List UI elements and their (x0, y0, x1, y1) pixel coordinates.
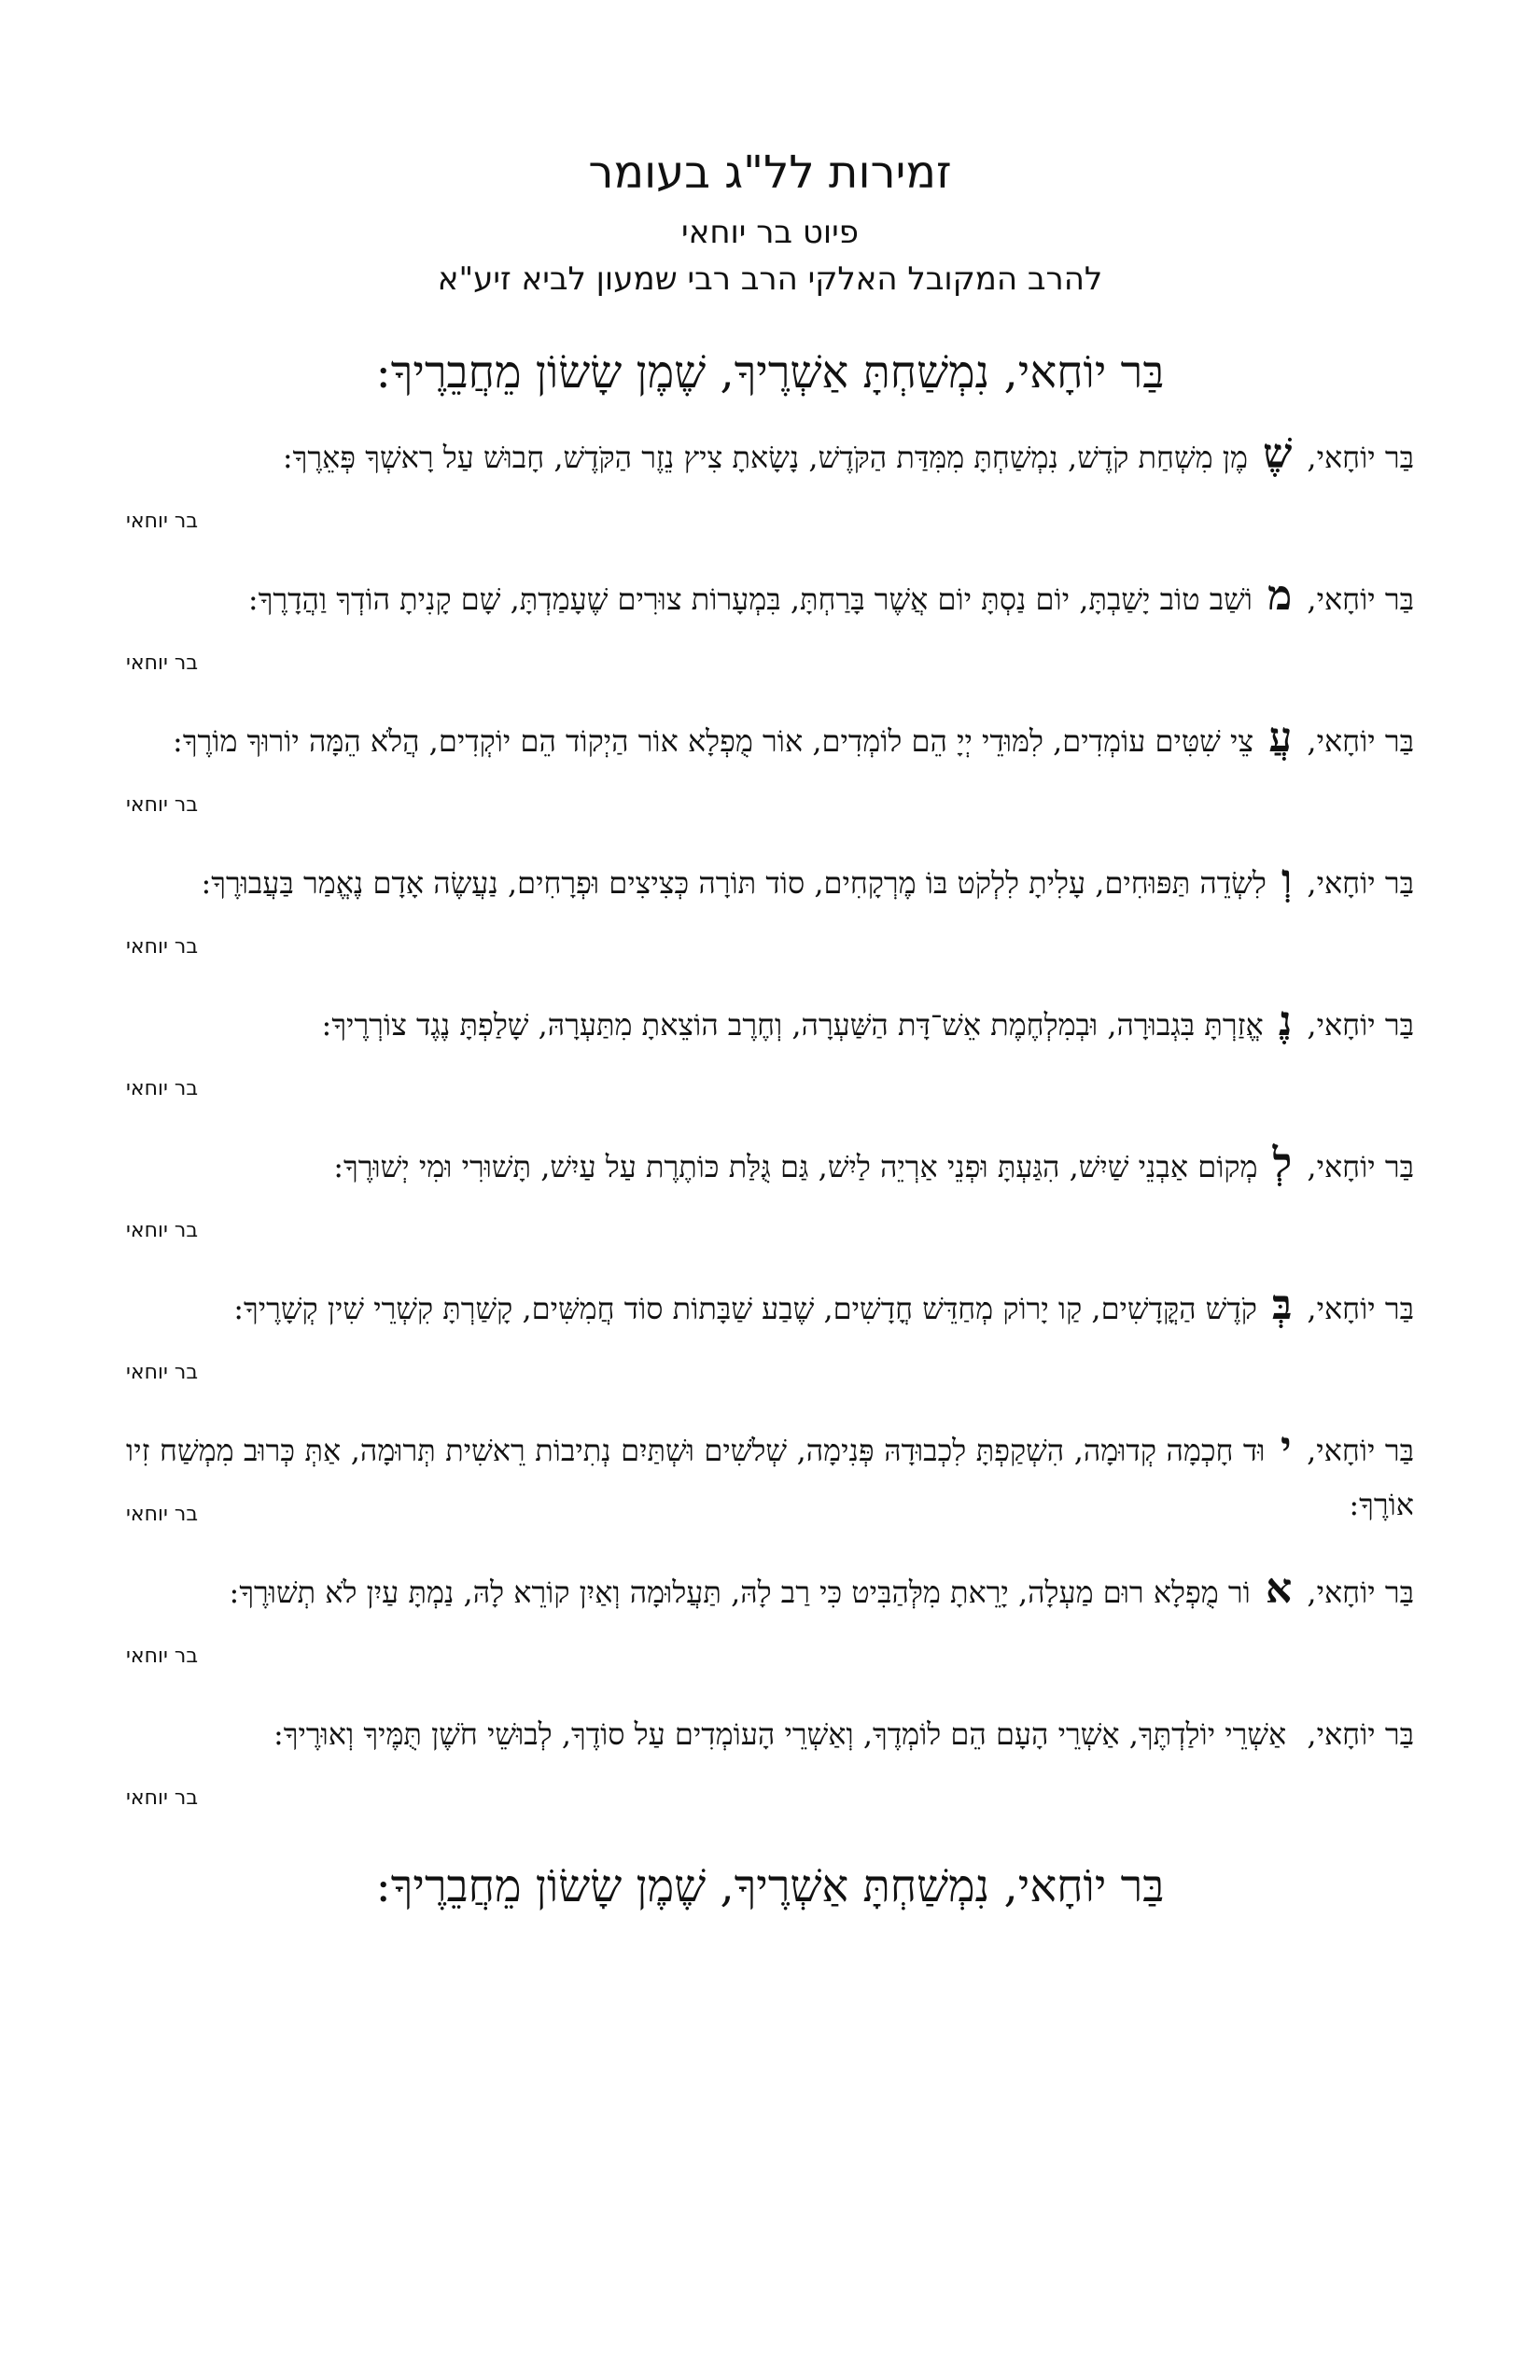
stanza-acrostic-letter: נֶ (1278, 998, 1293, 1045)
stanza-acrostic-letter: בְּ (1272, 1281, 1293, 1329)
stanza-chorus: בר יוחאי (126, 793, 199, 817)
stanza-acrostic-letter: עֲ (1268, 714, 1293, 762)
stanza-acrostic-letter: וְ (1281, 856, 1293, 903)
stanza-lead: בַּר יוֹחָאי, (1307, 440, 1414, 475)
stanza-chorus: בר יוחאי (126, 1645, 199, 1668)
stanza-lead: בַּר יוֹחָאי, (1307, 1149, 1414, 1184)
stanza-text: לִשְׂדֵה תַּפּוּחִים, עָלִיתָ לִלְקֹט בּוֹ מֶרְקָחִים, סוֹד תּוֹרָה כְּצִיצִים וּפְרָחִים, נַעֲשֶׂה אָדָם נֶאֱמַר בַּעֲבוּרֶךָ: (201, 865, 1267, 901)
stanza-lead: בַּר יוֹחָאי, (1307, 1716, 1414, 1752)
stanza-acrostic-letter: י (1281, 1423, 1292, 1471)
stanza (126, 853, 1414, 969)
stanza-text: מֶן מִשְׁחַת קֹדֶשׁ, נִמְשַׁחְתָּ מִמִּדַּת הַקֹּדֶשׁ, נָשָׂאתָ צִיץ נֵזֶר הַקֹּדֶשׁ, חָבוּשׁ עַל רָאשְׁךָ פְּאֵרֶךָ: (282, 440, 1248, 475)
stanza (126, 427, 1414, 543)
stanza-text: אַשְׁרֵי יוֹלַדְתֶּךָ, אַשְׁרֵי הָעָם הֵם לוֹמְדֶךָ, וְאַשְׁרֵי הָעוֹמְדִים עַל סוֹדֶךָ, לְבוּשֵׁי חֹשֶׁן תֻּמֶּיךָ וְאוּרֶיךָ: (273, 1716, 1287, 1752)
refrain-opening: בַּר יוֹחָאי, נִמְשַׁחְתָּ אַשְׁרֶיךָ, שֶׁמֶן שָׂשׂוֹן מֵחֲבֵרֶיךָ: (375, 346, 1165, 399)
stanza-text: צֵי שִׁטִּים עוֹמְדִים, לִמּוּדֵי יְיָ הֵם לוֹמְדִים, אוֹר מֻפְלָא אוֹר הַיְקוֹד הֵם יוֹקְדִים, הֲלֹא הֵמָּה יוֹרוּךָ מוֹרֶךָ: (173, 723, 1254, 759)
page-subtitle: פיוט בר יוחאי (680, 214, 860, 251)
stanza-text: אֱזַרְתָּ בִּגְבוּרָה, וּבְמִלְחֶמֶת אֵשׁ־דָּת הַשַּׁעְרָה, וְחֶרֶב הוֹצֵאתָ מִתַּעְרָהּ, שָׁלַפְתָּ נֶגֶד צוֹרְרֶיךָ: (321, 1007, 1264, 1043)
stanza-list (126, 427, 1414, 1820)
stanza-acrostic-letter: א (1265, 1565, 1293, 1613)
stanza-chorus: בר יוחאי (126, 1219, 199, 1242)
stanza-chorus: בר יוחאי (126, 935, 199, 959)
stanza-lead: בַּר יוֹחָאי, (1307, 865, 1414, 901)
stanza-acrostic-letter: לְ (1272, 1140, 1293, 1187)
stanza-lead: בַּר יוֹחָאי, (1307, 1575, 1414, 1610)
stanza-chorus: בר יוחאי (126, 1361, 199, 1384)
stanza-chorus: בר יוחאי (126, 651, 199, 675)
document-page (126, 112, 1414, 1941)
stanza-acrostic-letter: מ (1267, 572, 1293, 620)
stanza-text: קֹדֶשׁ הַקֳּדָשִׁים, קַו יָרוֹק מְחַדֵּשׁ חֳדָשִׁים, שֶׁבַע שַׁבָּתוֹת סוֹד חֲמִשִּׁים, קָשַׁרְתָּ קִשְׁרֵי שִׁין קְשָׁרֶיךָ: (233, 1291, 1257, 1326)
stanza-chorus: בר יוחאי (126, 510, 199, 533)
stanza-lead: בַּר יוֹחָאי, (1307, 1007, 1414, 1043)
stanza-text: מְקוֹם אַבְנֵי שַׁיִשׁ, הִגַּעְתָּ וּפְנֵי אַרְיֵה לַיִשׁ, גַּם גֻּלַּת כּוֹתֶרֶת עַל עַיִשׁ, תָּשׁוּרִי וּמִי יְשׁוּרֶךָ: (333, 1149, 1258, 1184)
stanza (126, 711, 1414, 827)
refrain-closing: בַּר יוֹחָאי, נִמְשַׁחְתָּ אַשְׁרֶיךָ, שֶׁמֶן שָׂשׂוֹן מֵחֲבֵרֶיךָ: (375, 1860, 1165, 1912)
stanza (126, 995, 1414, 1111)
stanza (126, 1279, 1414, 1394)
stanza (126, 1562, 1414, 1678)
stanza-lead: בַּר יוֹחָאי, (1307, 1291, 1414, 1326)
stanza-lead: בַּר יוֹחָאי, (1307, 581, 1414, 617)
stanza (126, 1704, 1414, 1820)
author-line: להרב המקובל האלקי הרב רבי שמעון לביא זיע"א (437, 260, 1103, 298)
stanza-chorus: בר יוחאי (126, 1786, 199, 1810)
stanza-lead: בַּר יוֹחָאי, (1307, 1433, 1415, 1468)
stanza-chorus: בר יוחאי (126, 1503, 199, 1526)
stanza-acrostic-letter (1286, 1707, 1297, 1755)
stanza-text: וּד חָכְמָה קְדוּמָה, הִשְׁקַפְתָּ לִכְבוּדָהּ פְּנִימָה, שְׁלֹשִׁים וּשְׁתַּיִם נְתִיבוֹת רֵאשִׁית תְּרוּמָה, אַתְּ כְּרוּב מִמְשַׁח זִיו אוֹרֶךָ: (126, 1433, 1414, 1522)
stanza (126, 569, 1414, 685)
stanza (126, 1137, 1414, 1253)
stanza-text: וֹשַׁב טוֹב יָשַׁבְתָּ, יוֹם נַסְתָּ יוֹם אֲשֶׁר בָּרַחְתָּ, בִּמְעָרוֹת צוּרִים שֶׁעָמַדְתָּ, שָׁם קָנִיתָ הוֹדְךָ וַהֲדָרֶךָ: (247, 581, 1253, 617)
stanza-acrostic-letter: שֶׁ (1263, 430, 1293, 478)
stanza-lead: בַּר יוֹחָאי, (1307, 723, 1414, 759)
document-header (126, 140, 1414, 302)
stanza-chorus: בר יוחאי (126, 1077, 199, 1100)
stanza (126, 1421, 1414, 1536)
stanza-text: וֹר מֻפְלָא רוּם מַעְלָה, יָרֵאתָ מִלְּהַבִּיט כִּי רַב לָהּ, תַּעֲלוּמָה וְאַיִן קוֹרֵא לָהּ, נַמְתָּ עַיִן לֹא תְשׁוּרֶךָ: (229, 1575, 1251, 1610)
page-title: זמירות לל"ג בעומר (588, 147, 952, 199)
